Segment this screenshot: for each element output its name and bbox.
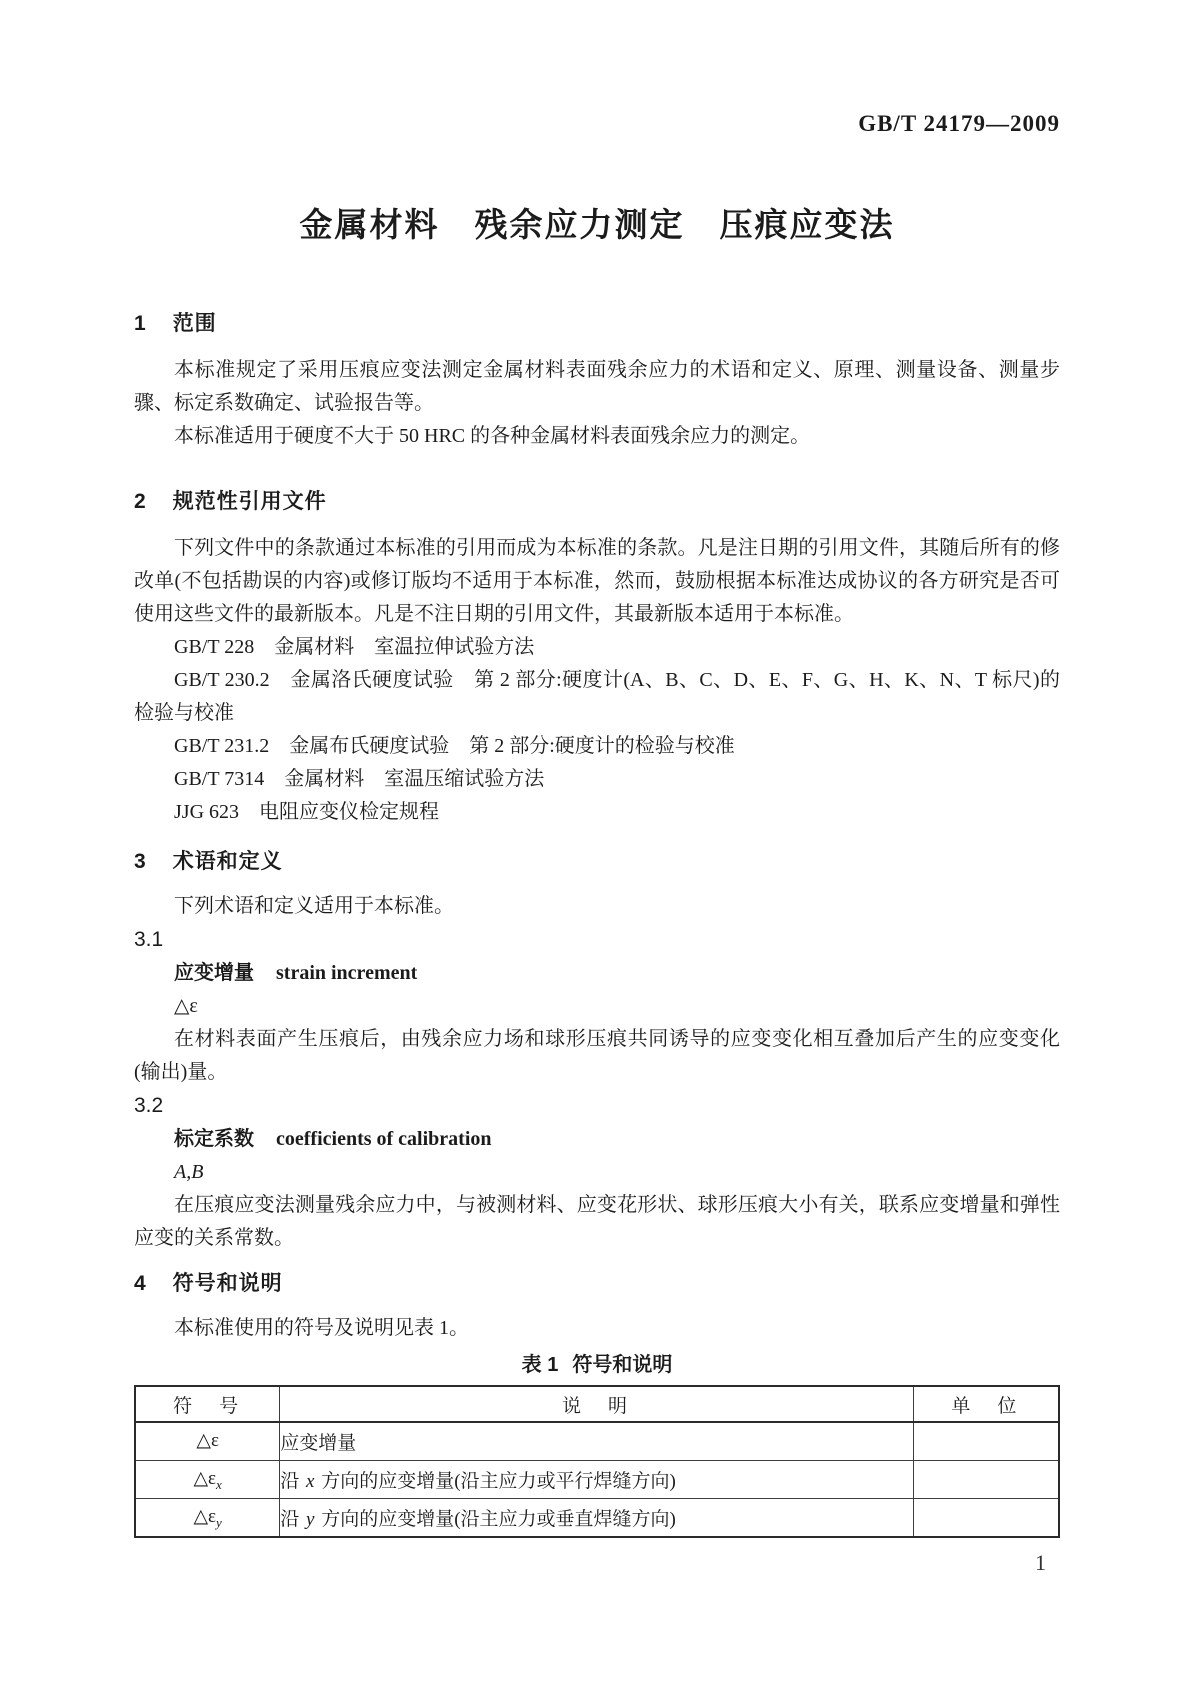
symbol-cell <box>135 1461 280 1499</box>
header-symbol: 符 号 <box>135 1386 280 1422</box>
term-3-1-title <box>134 956 1060 990</box>
reference-item: GB/T 228 金属材料 室温拉伸试验方法 <box>174 636 535 658</box>
terms-intro: 下列术语和定义适用于本标准。 <box>174 895 454 917</box>
term-zh-label: 标定系数 <box>174 1128 254 1150</box>
scope-paragraph-2: 本标准适用于硬度不大于 50 HRC 的各种金属材料表面残余应力的测定。 <box>174 425 811 447</box>
unit-cell <box>913 1422 1059 1461</box>
term-3-2-title <box>134 1122 1060 1156</box>
description-cell <box>280 1499 913 1538</box>
term-3-1-definition: 在材料表面产生压痕后，由残余应力场和球形压痕共同诱导的应变变化相互叠加后产生的应变变化(输出)量。 <box>134 1028 1060 1083</box>
symbol-base: △ε <box>196 1429 219 1451</box>
symbol-cell <box>135 1499 280 1538</box>
term-3-2-definition: 在压痕应变法测量残余应力中，与被测材料、应变花形状、球形压痕大小有关，联系应变增量和弹性应变的关系常数。 <box>134 1194 1060 1249</box>
symbol-cell <box>135 1422 280 1461</box>
references-paragraph: 下列文件中的条款通过本标准的引用而成为本标准的条款。凡是注日期的引用文件，其随后所有的修改单(不包括勘误的内容)或修订版均不适用于本标准，然而，鼓励根据本标准达成协议的各方研究是否可使用这些文件的最新版本。凡是不注日期的引用文件，其最新版本适用于本标准。 <box>134 537 1060 625</box>
reference-item: JJG 623 电阻应变仪检定规程 <box>174 801 440 823</box>
description-text: 沿 <box>280 1471 305 1492</box>
table-caption-prefix: 表 1 <box>521 1354 559 1376</box>
description-text: 应变增量 <box>280 1433 357 1454</box>
page-number: 1 <box>1035 1550 1046 1575</box>
standard-number: GB/T 24179—2009 <box>858 111 1060 136</box>
section-heading-terms <box>134 847 1060 876</box>
section-title: 范围 <box>172 312 217 335</box>
page-content <box>134 0 1060 1576</box>
table-caption-title: 符号和说明 <box>572 1354 673 1376</box>
section-number: 1 <box>134 312 147 335</box>
table-caption <box>134 1351 1060 1379</box>
page-title: 金属材料 残余应力测定 压痕应变法 <box>299 206 895 243</box>
symbol-subscript: y <box>216 1514 222 1530</box>
term-en-label: coefficients of calibration <box>276 1128 492 1150</box>
description-variable <box>356 1433 360 1454</box>
table-row <box>135 1499 1059 1538</box>
reference-item: GB/T 7314 金属材料 室温压缩试验方法 <box>174 768 545 790</box>
table-header-row <box>135 1386 1059 1422</box>
term-3-1-symbol: △ε <box>174 995 198 1017</box>
symbol-subscript: x <box>216 1476 222 1492</box>
section-number: 3 <box>134 850 147 873</box>
unit-cell <box>913 1499 1059 1538</box>
section-heading-symbols <box>134 1269 1060 1298</box>
section-heading-scope <box>134 309 1060 338</box>
reference-item: GB/T 230.2 金属洛氏硬度试验 第 2 部分:硬度计(A、B、C、D、E、F、G、H、K、N、T 标尺)的检验与校准 <box>134 669 1060 724</box>
term-3-1-number: 3.1 <box>134 928 164 951</box>
section-number: 2 <box>134 490 147 513</box>
symbols-intro: 本标准使用的符号及说明见表 1。 <box>174 1317 469 1339</box>
header-description: 说 明 <box>280 1386 913 1422</box>
symbol-base: △ε <box>193 1467 217 1489</box>
description-text: 沿 <box>280 1509 305 1530</box>
header-unit: 单 位 <box>913 1386 1059 1422</box>
term-zh-label: 应变增量 <box>174 962 254 984</box>
section-heading-references <box>134 487 1060 516</box>
description-variable: y <box>306 1509 315 1530</box>
symbol-base: △ε <box>193 1505 217 1527</box>
section-title: 规范性引用文件 <box>172 490 327 513</box>
scope-paragraph-1: 本标准规定了采用压痕应变法测定金属材料表面残余应力的术语和定义、原理、测量设备、测量步骤、标定系数确定、试验报告等。 <box>134 359 1060 414</box>
term-3-2-number: 3.2 <box>134 1094 164 1117</box>
description-cell <box>280 1422 913 1461</box>
description-cell <box>280 1461 913 1499</box>
description-text: 方向的应变增量(沿主应力或平行焊缝方向) <box>316 1471 676 1492</box>
description-text: 方向的应变增量(沿主应力或垂直焊缝方向) <box>316 1509 676 1530</box>
description-variable: x <box>306 1471 315 1492</box>
unit-cell <box>913 1461 1059 1499</box>
table-row <box>135 1422 1059 1461</box>
section-title: 符号和说明 <box>172 1272 283 1295</box>
term-3-2-symbol: A,B <box>174 1161 204 1183</box>
symbols-table <box>134 1385 1060 1538</box>
table-row <box>135 1461 1059 1499</box>
term-en-label: strain increment <box>276 962 418 984</box>
reference-item: GB/T 231.2 金属布氏硬度试验 第 2 部分:硬度计的检验与校准 <box>174 735 735 757</box>
section-title: 术语和定义 <box>172 850 283 873</box>
section-number: 4 <box>134 1272 147 1295</box>
